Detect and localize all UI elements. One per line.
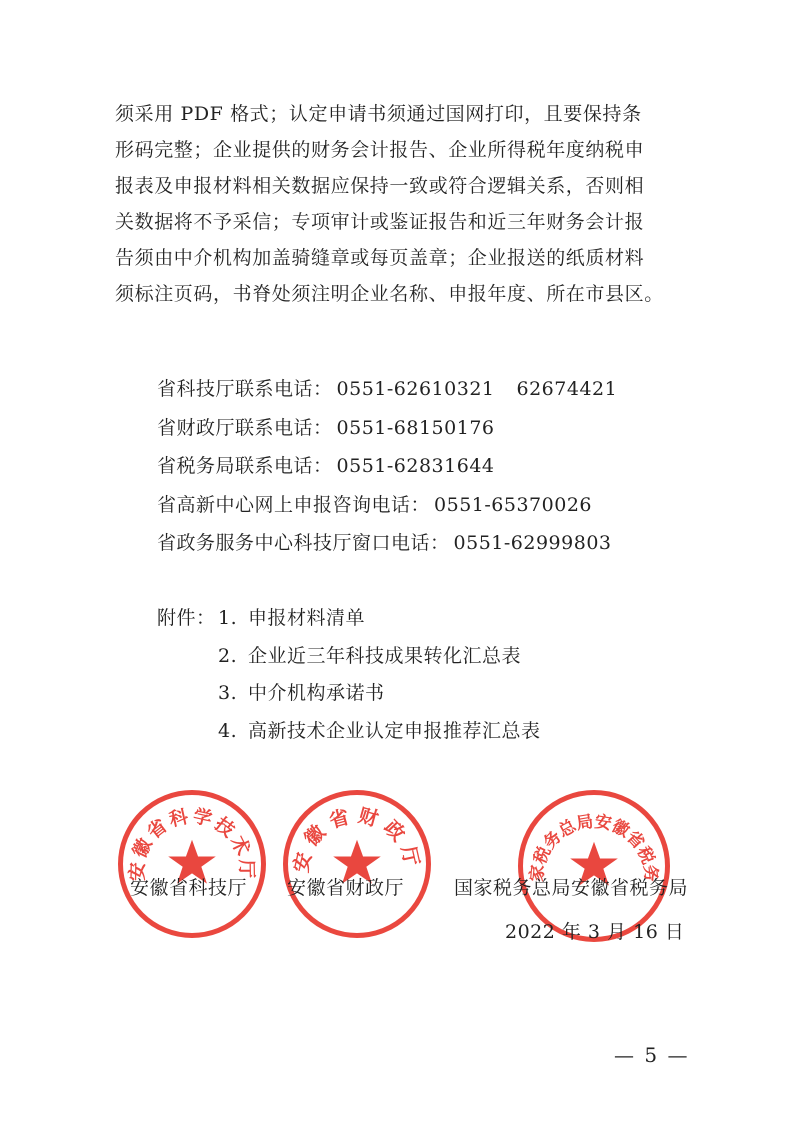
official-seal-finance xyxy=(283,790,431,938)
body-line: 须标注页码，书脊处须注明企业名称、申报年度、所在市县区。 xyxy=(115,283,664,305)
attachment-title: 中介机构承诺书 xyxy=(248,682,385,704)
seal-graphic xyxy=(514,779,665,937)
contact-number: 0551-62831644 xyxy=(336,455,495,477)
contact-item xyxy=(157,409,617,448)
body-paragraph xyxy=(115,96,675,312)
contact-item xyxy=(157,370,617,409)
contact-label: 省税务局联系电话： xyxy=(157,455,333,477)
signer-finance-dept: 安徽省财政厅 xyxy=(287,877,405,899)
seal-graphic xyxy=(288,795,426,933)
contact-item xyxy=(157,524,617,563)
body-line: 关数据将不予采信；专项审计或鉴证报告和近三年财务会计报 xyxy=(115,211,645,233)
attachments-list xyxy=(218,600,541,750)
signer-science-dept: 安徽省科技厅 xyxy=(130,877,248,899)
official-seal-science xyxy=(118,790,266,938)
attachment-item xyxy=(218,638,541,676)
page-number: — 5 — xyxy=(614,1043,690,1067)
seal-text: 国家税务总局安徽省税务局 xyxy=(514,779,662,883)
contact-number: 0551-62999803 xyxy=(453,532,612,554)
contact-item xyxy=(157,447,617,486)
attachment-title: 申报材料清单 xyxy=(248,607,366,629)
contact-label: 省财政厅联系电话： xyxy=(157,416,333,439)
seal-text: 安徽省财政厅 xyxy=(289,803,425,875)
contact-number: 0551-68150176 xyxy=(336,416,495,439)
attachment-index: 3. xyxy=(218,682,238,704)
attachment-title: 高新技术企业认定申报推荐汇总表 xyxy=(248,719,541,742)
seal-text: 安徽省科学技术厅 xyxy=(127,805,257,882)
contact-label: 省政务服务中心科技厅窗口电话： xyxy=(157,532,450,554)
attachment-item xyxy=(218,713,541,751)
contact-number: 0551-62610321 xyxy=(336,378,495,400)
body-line: 形码完整；企业提供的财务会计报告、企业所得税年度纳税申 xyxy=(115,139,645,161)
contact-list xyxy=(157,370,617,563)
contact-label: 省科技厅联系电话： xyxy=(157,378,333,400)
body-line: 告须由中介机构加盖骑缝章或每页盖章；企业报送的纸质材料 xyxy=(115,247,645,269)
attachment-item xyxy=(218,675,541,713)
attachment-item xyxy=(218,600,541,638)
contact-number: 0551-65370026 xyxy=(434,493,592,516)
attachments-label: 附件： xyxy=(157,607,216,629)
attachment-index: 1. xyxy=(218,607,238,629)
signer-tax-bureau: 国家税务总局安徽省税务局 xyxy=(454,877,689,899)
body-line: 须采用 PDF 格式；认定申请书须通过国网打印，且要保持条 xyxy=(115,103,642,125)
seal-graphic xyxy=(123,795,261,933)
signatory-line xyxy=(130,873,688,903)
attachment-index: 4. xyxy=(218,719,238,742)
attachment-title: 企业近三年科技成果转化汇总表 xyxy=(248,644,522,667)
contact-label: 省高新中心网上申报咨询电话： xyxy=(157,493,431,516)
body-line: 报表及申报材料相关数据应保持一致或符合逻辑关系，否则相 xyxy=(115,175,645,197)
issue-date: 2022 年 3 月 16 日 xyxy=(505,921,685,943)
attachment-index: 2. xyxy=(218,644,238,667)
contact-number-alt: 62674421 xyxy=(516,378,618,400)
contact-item xyxy=(157,486,617,525)
